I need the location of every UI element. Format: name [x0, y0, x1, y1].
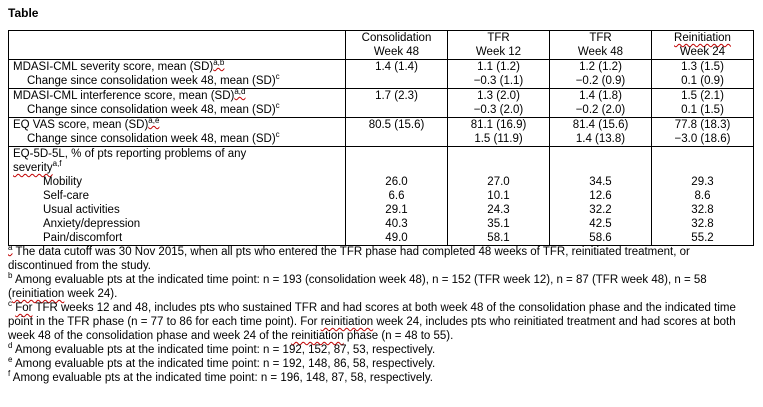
cell: 8.6: [652, 189, 754, 203]
cell: 1.3 (2.0): [448, 89, 550, 104]
row-label: Usual activities: [9, 203, 346, 217]
header-tfr-week48: TFR Week 48: [550, 31, 652, 60]
cell: 81.4 (15.6): [550, 118, 652, 133]
cell: [346, 103, 448, 118]
row-label: MDASI-CML severity score, mean (SD): [13, 61, 214, 73]
cell: 40.3: [346, 217, 448, 231]
row-eq5d-item: [9, 203, 754, 217]
cell: 10.1: [448, 189, 550, 203]
header-blank: [9, 31, 346, 60]
cell: 58.6: [550, 231, 652, 246]
cell: [346, 132, 448, 147]
cell: 12.6: [550, 189, 652, 203]
row-label: EQ VAS score, mean (SD): [13, 119, 149, 131]
row-label: Mobility: [9, 175, 346, 189]
cell: 29.1: [346, 203, 448, 217]
cell: 26.0: [346, 175, 448, 189]
cell: [346, 74, 448, 89]
row-eqvas-change: [9, 132, 754, 147]
cell: 42.5: [550, 217, 652, 231]
footnote-ref: c: [275, 130, 280, 140]
footnote-b: $^b$ Among evaluable pts at the indicated time point: n = 193 (consolidation week 48), n = 152 (TFR week 12), n = 87 (TFR week 48), n = 58 (reinitiation week 24).: [8, 271, 707, 300]
row-eq5d-item: [9, 217, 754, 231]
cell: 32.2: [550, 203, 652, 217]
cell: 1.4 (1.8): [550, 89, 652, 104]
cell: 1.4 (13.8): [550, 132, 652, 147]
cell: 1.3 (1.5): [652, 60, 754, 75]
footnote-c: $^c$ For TFR weeks 12 and 48, includes pts who sustained TFR and had scores at both week 48 of the consolidation phase and the indicated time point in the TFR phase (n = 77 to 86 for each time point). For reinitiation week 24, includes pts who reinitiated treatment and had scores at both week 48 of the consolidation phase and week 24 of the reinitiation phase (n = 48 to 55).: [8, 299, 736, 342]
footnote-f: $^f$ Among evaluable pts at the indicated time point: n = 196, 148, 87, 58, respectively.: [8, 369, 433, 384]
footnote-ref: a,e: [148, 116, 160, 126]
cell: 0.1 (1.5): [652, 103, 754, 118]
cell: 6.6: [346, 189, 448, 203]
row-label: severity: [13, 162, 53, 174]
cell: 81.1 (16.9): [448, 118, 550, 133]
cell: 35.1: [448, 217, 550, 231]
row-label: Change since consolidation week 48, mean (SD): [27, 133, 276, 145]
row-eq5d-item: [9, 231, 754, 246]
cell: 1.4 (1.4): [346, 60, 448, 75]
row-label: Anxiety/depression: [9, 217, 346, 231]
results-table: [8, 30, 754, 246]
footnote-ref: a,b: [213, 58, 225, 68]
cell: 80.5 (15.6): [346, 118, 448, 133]
footnote-ref: c: [275, 101, 280, 111]
cell: 29.3: [652, 175, 754, 189]
cell: −3.0 (18.6): [652, 132, 754, 147]
cell: −0.3 (2.0): [448, 103, 550, 118]
cell: 1.2 (1.2): [550, 60, 652, 75]
row-eqvas: [9, 118, 754, 133]
header-consolidation: Consolidation Week 48: [346, 31, 448, 60]
row-label: MDASI-CML interference score, mean (SD): [13, 90, 235, 102]
table-title: Table: [8, 6, 39, 20]
row-severity-change: [9, 74, 754, 89]
cell: 1.7 (2.3): [346, 89, 448, 104]
footnote-e: $^e$ Among evaluable pts at the indicated time point: n = 192, 148, 86, 58, respectively.: [8, 355, 436, 370]
row-eq5d-item: [9, 175, 754, 189]
cell: 55.2: [652, 231, 754, 246]
cell: 49.0: [346, 231, 448, 246]
footnote-a: $^a$ The data cutoff was 30 Nov 2015, when all pts who entered the TFR phase had completed 48 weeks of TFR, reinitiated treatment, or discontinued from the study.: [8, 243, 690, 272]
cell: 32.8: [652, 217, 754, 231]
cell: 34.5: [550, 175, 652, 189]
row-eq5d-header: [9, 147, 754, 176]
cell: 58.1: [448, 231, 550, 246]
cell: −0.2 (2.0): [550, 103, 652, 118]
footnote-ref: a,d: [234, 87, 246, 97]
footnotes: [8, 245, 753, 385]
cell: −0.3 (1.1): [448, 74, 550, 89]
cell: −0.2 (0.9): [550, 74, 652, 89]
header-tfr-week12: TFR Week 12: [448, 31, 550, 60]
header-row: [9, 31, 754, 60]
cell: 27.0: [448, 175, 550, 189]
row-interference: [9, 89, 754, 104]
row-label: Change since consolidation week 48, mean (SD): [27, 75, 276, 87]
footnote-ref: c: [275, 72, 280, 82]
row-severity: [9, 60, 754, 75]
cell: 24.3: [448, 203, 550, 217]
cell: 1.5 (2.1): [652, 89, 754, 104]
cell: 1.1 (1.2): [448, 60, 550, 75]
row-label: EQ-5D-5L, % of pts reporting problems of any: [13, 148, 247, 160]
row-eq5d-item: [9, 189, 754, 203]
header-reinitiation: Reinitiation Week 24: [652, 31, 754, 60]
cell: 0.1 (0.9): [652, 74, 754, 89]
footnote-d: $^d$ Among evaluable pts at the indicated time point: n = 192, 152, 87, 53, respectively.: [8, 341, 436, 356]
cell: 77.8 (18.3): [652, 118, 754, 133]
row-label: Self-care: [9, 189, 346, 203]
row-label: Change since consolidation week 48, mean (SD): [27, 104, 276, 116]
cell: 32.8: [652, 203, 754, 217]
row-interference-change: [9, 103, 754, 118]
footnote-ref: a,f: [52, 159, 62, 169]
cell: 1.5 (11.9): [448, 132, 550, 147]
row-label: Pain/discomfort: [9, 231, 346, 246]
